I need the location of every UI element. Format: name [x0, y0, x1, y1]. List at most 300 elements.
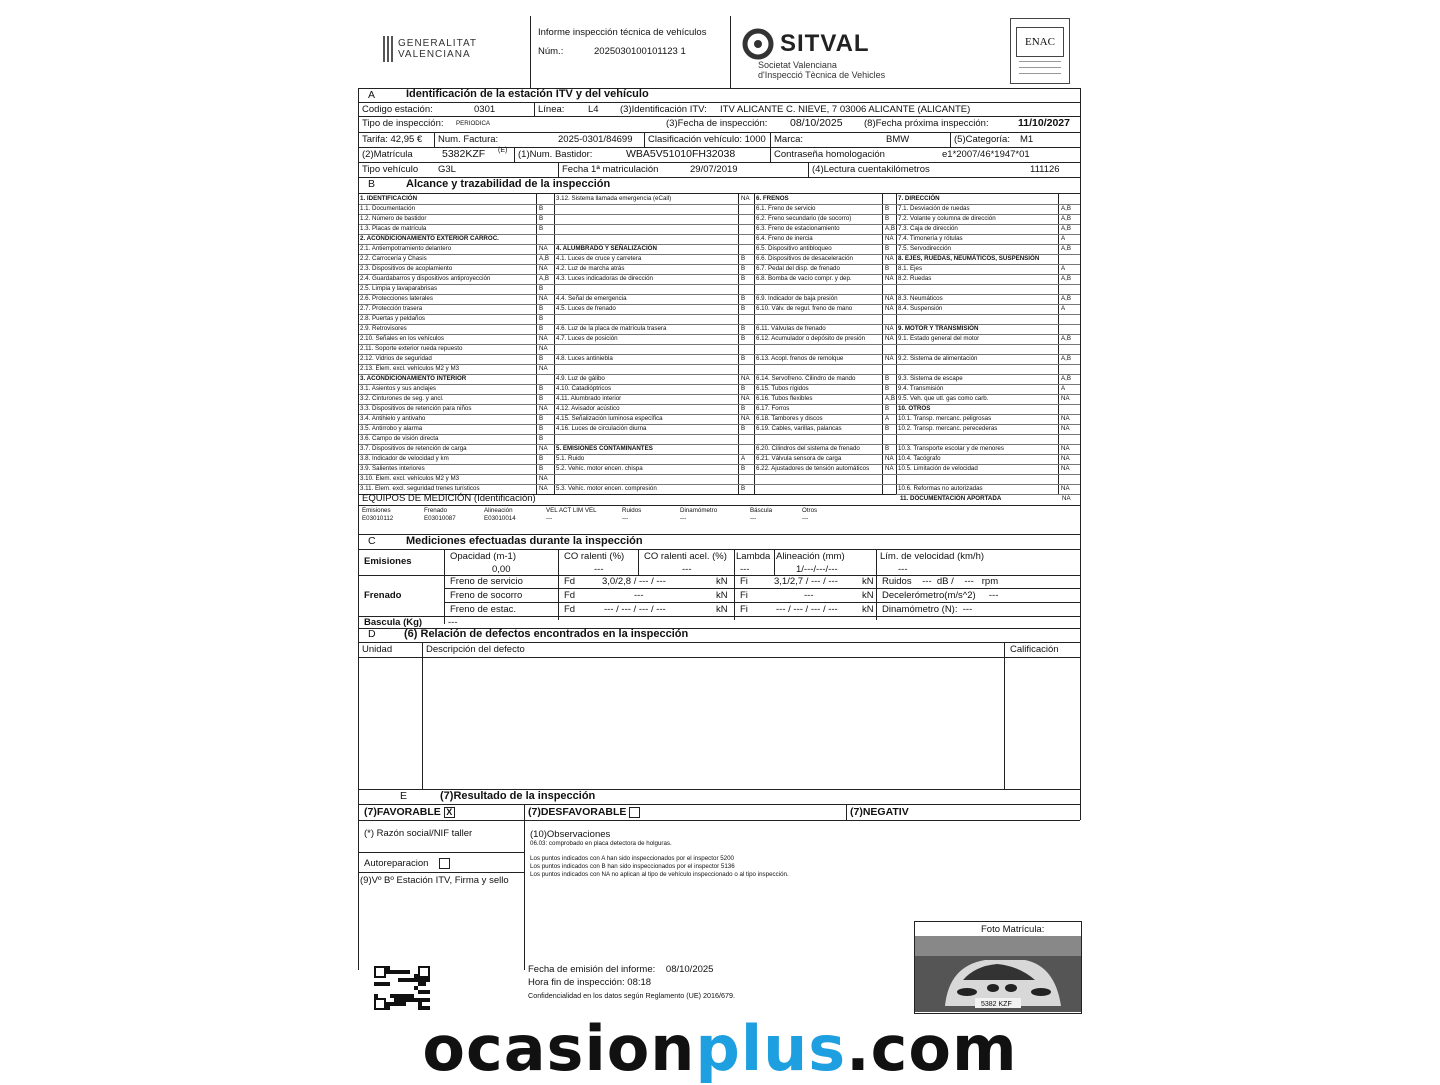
prox-insp-value: 11/10/2027 [1018, 117, 1070, 129]
checklist-item-value: B [539, 455, 544, 462]
equipo-label: VEL ACT LIM VEL [546, 507, 597, 514]
socorro-fd-kn: kN [716, 590, 728, 601]
checklist-item-label: 6.10. Válv. de regul. freno de mano [756, 305, 853, 312]
checklist-item-value: B [885, 265, 890, 272]
alineacion-value: 1/---/---/--- [796, 564, 838, 575]
generalitat-line1: GENERALITAT [398, 38, 477, 49]
categoria-label: (5)Categoría: [954, 134, 1010, 145]
checklist-item-value: B [885, 245, 890, 252]
checklist-item-value: B [539, 225, 544, 232]
equipo-value: E03010014 [484, 515, 516, 522]
observaciones-text [530, 840, 789, 879]
checklist-item-label: 4.7. Luces de posición [556, 335, 618, 342]
checklist-item-value: B [741, 385, 746, 392]
checklist-item-value: NA [885, 465, 894, 472]
checklist-item-value: NA [539, 365, 548, 372]
doc-aportada-label: 11. DOCUMENTACIÓN APORTADA [900, 495, 1002, 502]
checklist-item-value: NA [539, 445, 548, 452]
section-b-title: Alcance y trazabilidad de la inspección [406, 178, 611, 190]
equipo-label: Frenado [424, 507, 448, 514]
generalitat-text [398, 38, 477, 60]
report-title: Informe inspección técnica de vehículos [538, 27, 707, 38]
servicio-label: Freno de servicio [450, 576, 523, 587]
checklist-item-value: B [885, 385, 890, 392]
checklist-item-label: 7.5. Servodirección [898, 245, 951, 252]
checklist-item-label: 1.1. Documentación [360, 205, 416, 212]
checklist-item-value: B [539, 425, 544, 432]
checklist-item-value: NA [885, 235, 894, 242]
checklist-item-label: 3.10. Elem. excl. vehículos M2 y M3 [360, 475, 460, 482]
checklist-item-value: B [539, 305, 544, 312]
lectura-label: (4)Lectura cuentakilómetros [812, 164, 930, 175]
checklist-item-value: A,B [1061, 375, 1071, 382]
checklist-item-label: 4.3. Luces indicadoras de dirección [556, 275, 653, 282]
checklist-item-label: 3.2. Cinturones de seg. y ancl. [360, 395, 444, 402]
fecha-emision-value: 08/10/2025 [665, 964, 714, 975]
section-b-letter: B [368, 178, 376, 190]
checklist-item-value: NA [539, 265, 548, 272]
checklist-item-value: A,B [1061, 295, 1071, 302]
checklist-item-label: 2.7. Protección trasera [360, 305, 423, 312]
equipos-title: EQUIPOS DE MEDICIÓN (Identificación) [362, 493, 536, 504]
observacion-line: Los puntos indicados con NA no aplican al tipo de vehículo inspeccionado o al tipo inspección. [530, 871, 789, 878]
fecha-emision-label: Fecha de emisión del informe: [528, 964, 656, 975]
section-d-letter: D [368, 628, 376, 640]
checklist-item-value: A,B [1061, 275, 1071, 282]
checklist-item-value: A,B [1061, 215, 1071, 222]
generalitat-logo [380, 34, 394, 69]
checklist-item-label: 8. EJES, RUEDAS, NEUMÁTICOS, SUSPENSIÓN [898, 255, 1040, 262]
checklist-item-label: 4. ALUMBRADO Y SEÑALIZACIÓN [556, 245, 657, 252]
checklist-item-value: B [539, 215, 544, 222]
checklist-item-label: 5.2. Vehíc. motor encen. chispa [556, 465, 643, 472]
enac-label: ENAC [1016, 27, 1064, 57]
co-acel-value: --- [682, 564, 692, 575]
checklist-item-value: B [539, 395, 544, 402]
equipo-label: Báscula [750, 507, 773, 514]
sitval-brand: SITVAL [780, 30, 870, 57]
checklist-item-label: 3.3. Dispositivos de retención para niños [360, 405, 472, 412]
checklist-item-label: 8.2. Ruedas [898, 275, 932, 282]
hora-fin-value: 08:18 [627, 977, 652, 988]
checklist-item-value: B [539, 205, 544, 212]
tipo-vehiculo-value: G3L [438, 164, 456, 175]
checklist-item-value: NA [741, 415, 750, 422]
ocasionplus-logo [0, 1012, 1440, 1085]
fecha-insp-label: (3)Fecha de inspección: [666, 118, 768, 129]
checklist-item-value: NA [741, 395, 750, 402]
checklist-item-label: 9.3. Sistema de escape [898, 375, 963, 382]
checklist-item-label: 4.11. Alumbrado interior [556, 395, 622, 402]
bastidor-value: WBA5V51010FH32038 [626, 148, 736, 160]
autoreparacion-label: Autoreparacion [364, 858, 429, 870]
sitval-circle-icon [742, 28, 774, 60]
checklist-item-value: NA [539, 405, 548, 412]
tipo-insp-label: Tipo de inspección: [362, 118, 444, 129]
checklist-item-label: 6.19. Cables, varillas, palancas [756, 425, 842, 432]
checklist-item-label: 3.5. Antirrobo y alarma [360, 425, 423, 432]
checklist-item-value: B [741, 305, 746, 312]
enac-seal [1010, 18, 1070, 84]
checklist-item-value: A [885, 415, 890, 422]
favorable-checkbox[interactable] [444, 807, 455, 818]
matricula-label: (2)Matrícula [362, 149, 413, 160]
checklist-item-label: 6.7. Pedal del disp. de frenado [756, 265, 840, 272]
checklist-item-label: 4.5. Luces de frenado [556, 305, 616, 312]
checklist-item-value: A [1061, 235, 1066, 242]
checklist-item-label: 6.3. Freno de estacionamiento [756, 225, 840, 232]
checklist-item-label: 4.8. Luces antiniebla [556, 355, 613, 362]
checklist-item-label: 4.10. Catadióptricos [556, 385, 612, 392]
checklist-item-label: 6.2. Freno secundario (de socorro) [756, 215, 852, 222]
checklist-item-value: NA [1061, 465, 1070, 472]
estac-fi-label: Fi [740, 604, 748, 615]
homolog-label: Contraseña homologación [774, 149, 885, 160]
checklist-item-label: 7.4. Timonería y rótulas [898, 235, 963, 242]
clasificacion: Clasificación vehículo: 1000 [648, 134, 766, 145]
equipo-value: E03010087 [424, 515, 456, 522]
equipo-label: Ruidos [622, 507, 642, 514]
observacion-line: Los puntos indicados con B han sido inspeccionados por el inspector 5136 [530, 863, 735, 870]
section-e-letter: E [400, 790, 408, 802]
checklist-item-value: B [539, 315, 544, 322]
checklist-item-label: 2.5. Limpia y lavaparabrisas [360, 285, 438, 292]
checklist-item-label: 7.2. Volante y columna de dirección [898, 215, 996, 222]
checklist-item-value: B [885, 405, 890, 412]
checklist-item-label: 2.12. Vidrios de seguridad [360, 355, 432, 362]
checklist-item-label: 9. MOTOR Y TRANSMISIÓN [898, 325, 979, 332]
checklist-item-value: B [539, 465, 544, 472]
estac-fd-kn: kN [716, 604, 728, 615]
ruidos: Ruidos --- dB / --- rpm [882, 576, 999, 587]
linea-value: L4 [588, 104, 599, 115]
checklist-item-value: NA [539, 295, 548, 302]
checklist-item-label: 10.6. Reformas no autorizadas [898, 485, 983, 492]
prox-insp-label: (8)Fecha próxima inspección: [864, 118, 989, 129]
checklist-item-value: NA [885, 275, 894, 282]
checklist-item-value: A,B [885, 225, 895, 232]
estac-label: Freno de estac. [450, 604, 517, 615]
checklist-item-label: 6.15. Tubos rígidos [756, 385, 809, 392]
checklist-item-value: B [539, 415, 544, 422]
checklist-item-value: A [741, 455, 746, 462]
checklist-item-label: 3.11. Elem. excl. seguridad trenes turísticos [360, 485, 480, 492]
co-acel-label: CO ralenti acel. (%) [644, 551, 727, 562]
inspection-report [358, 16, 1080, 1012]
checklist-item-value: B [741, 265, 746, 272]
checklist-item-label: 8.4. Suspensión [898, 305, 943, 312]
qr-code-icon [374, 966, 430, 1010]
checklist-item-label: 6.18. Tambores y discos [756, 415, 823, 422]
favorable-check-mark: X [446, 806, 453, 817]
checklist-item-value: NA [1061, 455, 1070, 462]
checklist-item-label: 2.6. Protecciones laterales [360, 295, 433, 302]
logo-part-plus: plus [695, 1012, 847, 1085]
autoreparacion-checkbox[interactable] [439, 858, 450, 869]
sitval-subtitle [758, 60, 885, 80]
checklist-item-label: 10.5. Limitación de velocidad [898, 465, 978, 472]
sitval-sub2: d'Inspecció Tècnica de Vehicles [758, 70, 886, 80]
checklist-item-label: 3.12. Sistema llamada emergencia (eCall) [556, 195, 672, 202]
checklist-item-label: 7.3. Caja de dirección [898, 225, 958, 232]
hora-fin-label: Hora fin de inspección: [528, 977, 625, 988]
desfavorable-checkbox[interactable] [629, 807, 640, 818]
fecha-insp-value: 08/10/2025 [790, 117, 843, 129]
checklist-item-value: A,B [539, 255, 549, 262]
servicio-fi-label: Fi [740, 576, 748, 587]
codigo-value: 0301 [474, 104, 496, 115]
checklist-item-value: B [539, 325, 544, 332]
checklist-item-value: B [885, 425, 890, 432]
section-a-title: Identificación de la estación ITV y del vehículo [406, 88, 649, 100]
checklist-item-value: NA [741, 375, 750, 382]
estac-fd-label: Fd [564, 604, 576, 615]
estac-fi-kn: kN [862, 604, 874, 615]
checklist-item-value: NA [885, 335, 894, 342]
checklist-item-label: 3.9. Salientes interiores [360, 465, 425, 472]
col-unidad: Unidad [362, 644, 393, 655]
servicio-fd-label: Fd [564, 576, 576, 587]
section-c-title: Mediciones efectuadas durante la inspección [406, 535, 643, 547]
checklist-item-value: NA [1061, 445, 1070, 452]
checklist-item-label: 6.11. Válvulas de frenado [756, 325, 826, 332]
checklist-item-label: 5. EMISIONES CONTAMINANTES [556, 445, 653, 452]
section-e-title: (7)Resultado de la inspección [440, 790, 596, 802]
checklist-item-label: 5.1. Ruido [556, 455, 585, 462]
favorable-label: (7)FAVORABLE [364, 806, 441, 818]
checklist-item-label: 1.3. Placas de matrícula [360, 225, 427, 232]
checklist-item-label: 6.8. Bomba de vacío compr. y dep. [756, 275, 852, 282]
homolog-value: e1*2007/46*1947*01 [942, 149, 1030, 160]
checklist-item-label: 3.8. Indicador de velocidad y km [360, 455, 449, 462]
lim-vel-value: --- [898, 564, 908, 575]
checklist-item-value: B [741, 295, 746, 302]
checklist-item-value: B [885, 205, 890, 212]
servicio-fd-kn: kN [716, 576, 728, 587]
checklist-item-value: A,B [1061, 335, 1071, 342]
co-ralenti-label: CO ralenti (%) [564, 551, 625, 562]
checklist-item-label: 6.14. Servofreno. Cilindro de mando [756, 375, 856, 382]
checklist-item-value: NA [885, 255, 894, 262]
checklist-item-label: 2.3. Dispositivos de acoplamiento [360, 265, 453, 272]
lectura-value: 111126 [1030, 164, 1060, 175]
checklist-item-label: 2.9. Retrovisores [360, 325, 407, 332]
checklist-item-value: B [885, 215, 890, 222]
checklist-item-label: 8.3. Neumáticos [898, 295, 943, 302]
col-descripcion: Descripción del defecto [426, 644, 525, 655]
emisiones-label: Emisiones [364, 556, 412, 567]
checklist-item-value: B [741, 355, 746, 362]
checklist-item-label: 9.1. Estado general del motor [898, 335, 980, 342]
checklist-item-value: B [741, 325, 746, 332]
checklist-item-label: 6.6. Dispositivos de desaceleración [756, 255, 853, 262]
checklist-item-value: A [1061, 385, 1066, 392]
observacion-line: 06.03: comprobado en placa detectora de holguras. [530, 840, 672, 847]
bastidor-label: (1)Num. Bastidor: [518, 149, 593, 160]
checklist-item-label: 3.1. Asientos y sus anclajes [360, 385, 437, 392]
checklist-item-label: 3.4. Antihielo y antivaho [360, 415, 426, 422]
checklist-item-value: NA [539, 475, 548, 482]
checklist-item-value: A,B [539, 275, 549, 282]
checklist-item-label: 7. DIRECCIÓN [898, 195, 940, 202]
equipo-value: --- [680, 515, 687, 522]
checklist-item-value: A [1061, 265, 1066, 272]
tipo-insp-value: PERIODICA [456, 120, 491, 127]
marca-value: BMW [886, 134, 910, 145]
matricula-value: 5382KZF [442, 148, 486, 160]
checklist-item-value: B [741, 425, 746, 432]
checklist-item-value: A,B [885, 395, 895, 402]
favorable-option[interactable] [364, 806, 455, 818]
checklist-item-label: 4.4. Señal de emergencia [556, 295, 627, 302]
servicio-fd-value: 3,0/2,8 / --- / --- [602, 576, 666, 587]
lim-vel-label: Lím. de velocidad (km/h) [880, 551, 985, 562]
confidencialidad: Confidencialidad en los datos según Reglamento (UE) 2016/679. [528, 991, 735, 1000]
checklist-item-value: B [539, 385, 544, 392]
checklist-item-value: B [741, 255, 746, 262]
checklist-item-value: NA [1061, 395, 1070, 402]
report-num-value: 2025030100101123 1 [594, 46, 686, 57]
checklist-item-label: 6.22. Ajustadores de tensión automáticos [756, 465, 870, 472]
checklist-item-label: 10.3. Transporte escolar y de menores [898, 445, 1004, 452]
checklist-item-value: NA [885, 355, 894, 362]
servicio-fi-kn: kN [862, 576, 874, 587]
checklist-item-label: 3.7. Dispositivos de retención de carga [360, 445, 467, 452]
opacidad-label: Opacidad (m-1) [450, 551, 516, 562]
checklist-item-label: 8.1. Ejes [898, 265, 923, 272]
checklist-item-label: 4.16. Luces de circulación diurna [556, 425, 647, 432]
estac-fd-value: --- / --- / --- / --- [604, 604, 666, 615]
checklist-item-label: 6.4. Freno de inercia [756, 235, 813, 242]
ident-label: (3)Identificación ITV: [620, 104, 707, 115]
observacion-line: Los puntos indicados con A han sido inspeccionados por el inspector 5200 [530, 855, 734, 862]
fecha-mat-label: Fecha 1ª matriculación [562, 164, 659, 175]
checklist-item-label: 1.2. Número de bastidor [360, 215, 427, 222]
logo-part-ocasion: ocasion [422, 1012, 696, 1085]
checklist-item-value: NA [741, 195, 750, 202]
negativa-label: (7)NEGATIV [850, 806, 909, 818]
checklist-item-label: 7.1. Desviación de ruedas [898, 205, 970, 212]
checklist-item-value: A,B [1061, 355, 1071, 362]
equipos-row [358, 506, 1080, 534]
socorro-fi-label: Fi [740, 590, 748, 601]
col-calificacion: Calificación [1010, 644, 1059, 655]
marca-label: Marca: [774, 134, 804, 145]
socorro-fd-value: --- [634, 590, 644, 601]
socorro-fd-label: Fd [564, 590, 576, 601]
matricula-sup: (E) [498, 147, 508, 154]
checklist-item-value: B [539, 355, 544, 362]
alineacion-label: Alineación (mm) [776, 551, 845, 562]
checklist-item-value: A,B [1061, 245, 1071, 252]
generalitat-emblem-icon [380, 34, 394, 64]
checklist-item-label: 6.12. Acumulador o depósito de presión [756, 335, 866, 342]
checklist-item-value: NA [1061, 415, 1070, 422]
foto-matricula-label: Foto Matrícula: [981, 924, 1045, 935]
socorro-label: Freno de socorro [450, 590, 523, 601]
codigo-label: Codigo estación: [362, 104, 433, 115]
socorro-fi-value: --- [804, 590, 814, 601]
checklist-item-label: 6.17. Forros [756, 405, 790, 412]
checklist-item-label: 9.4. Transmisión [898, 385, 944, 392]
plate-photo-text: 5382 KZF [981, 1001, 1012, 1008]
checklist-item-value: NA [885, 305, 894, 312]
section-c-letter: C [368, 535, 376, 547]
socorro-fi-kn: kN [862, 590, 874, 601]
checklist-item-value: A,B [1061, 205, 1071, 212]
checklist-item-value: B [885, 445, 890, 452]
checklist-item-label: 4.15. Señalización luminosa específica [556, 415, 663, 422]
desfavorable-option[interactable] [528, 806, 640, 818]
checklist-item-label: 4.2. Luz de marcha atrás [556, 265, 625, 272]
sitval-sub1: Societat Valenciana [758, 60, 837, 70]
checklist-item-label: 1. IDENTIFICACIÓN [360, 195, 418, 202]
checklist-item-label: 6.5. Dispositivo antibloqueo [756, 245, 832, 252]
opacidad-value: 0,00 [492, 564, 511, 575]
checklist-item-value: B [741, 405, 746, 412]
decelerometro: Decelerómetro(m/s^2) --- [882, 590, 999, 601]
checklist-item-value: A [1061, 305, 1066, 312]
equipo-value: --- [802, 515, 809, 522]
generalitat-line2: VALENCIANA [398, 49, 471, 60]
checklist-item-label: 6. FRENOS [756, 195, 789, 202]
checklist-item-label: 4.1. Luces de cruce y carretera [556, 255, 642, 262]
negativa-option[interactable] [850, 806, 909, 818]
categoria-value: M1 [1020, 134, 1034, 145]
tipo-vehiculo-label: Tipo vehículo [362, 164, 419, 175]
logo-part-com: .com [846, 1012, 1018, 1085]
ident-value: ITV ALICANTE C. NIEVE, 7 03006 ALICANTE (ALICANTE) [720, 104, 971, 115]
factura-label: Num. Factura: [438, 134, 499, 145]
checklist-item-label: 5.3. Vehíc. motor encen. compresión [556, 485, 657, 492]
fecha-emision [528, 964, 713, 975]
observacion-line [530, 848, 789, 855]
checklist-item-label: 6.16. Tubos flexibles [756, 395, 813, 402]
checklist-item-value: NA [1061, 485, 1070, 492]
checklist-item-value: B [741, 275, 746, 282]
bascula-value: --- [448, 617, 458, 628]
estac-fi-value: --- / --- / --- / --- [776, 604, 838, 615]
section-d-title: (6) Relación de defectos encontrados en la inspección [404, 628, 689, 640]
checklist-item-label: 10. OTROS [898, 405, 931, 412]
checklist-item-label: 2.4. Guardabarros y dispositivos antiproyección [360, 275, 491, 282]
servicio-fi-value: 3,1/2,7 / --- / --- [774, 576, 838, 587]
checklist-item-value: NA [1061, 425, 1070, 432]
checklist-item-value: NA [885, 455, 894, 462]
lambda-label: Lambda [736, 551, 771, 562]
factura-value: 2025-0301/84699 [558, 134, 633, 145]
checklist-item-label: 2.13. Elem. excl. vehículos M2 y M3 [360, 365, 460, 372]
checklist-item-label: 4.6. Luz de la placa de matrícula trasera [556, 325, 667, 332]
plate-photo-frame [914, 921, 1082, 1014]
checklist-item-label: 6.20. Cilindros del sistema de frenado [756, 445, 860, 452]
autoreparacion-option[interactable] [364, 858, 450, 869]
checklist-item-label: 2. ACONDICIONAMIENTO EXTERIOR CARROC. [360, 235, 499, 242]
checklist-item-value: B [741, 335, 746, 342]
checklist-item-value: NA [539, 345, 548, 352]
checklist-item-label: 3. ACONDICIONAMIENTO INTERIOR [360, 375, 467, 382]
equipo-label: Dinamómetro [680, 507, 718, 514]
checklist-item-value: NA [539, 245, 548, 252]
checklist-item-label: 3.6. Campo de visión directa [360, 435, 439, 442]
checklist-item-value: NA [539, 485, 548, 492]
equipo-value: E03010112 [362, 515, 394, 522]
checklist-item-value: B [539, 435, 544, 442]
frenado-label: Frenado [364, 590, 402, 601]
observaciones-title: (10)Observaciones [530, 829, 611, 840]
checklist-item-label: 9.5. Veh. que utl. gas como carb. [898, 395, 989, 402]
equipo-value: --- [622, 515, 629, 522]
